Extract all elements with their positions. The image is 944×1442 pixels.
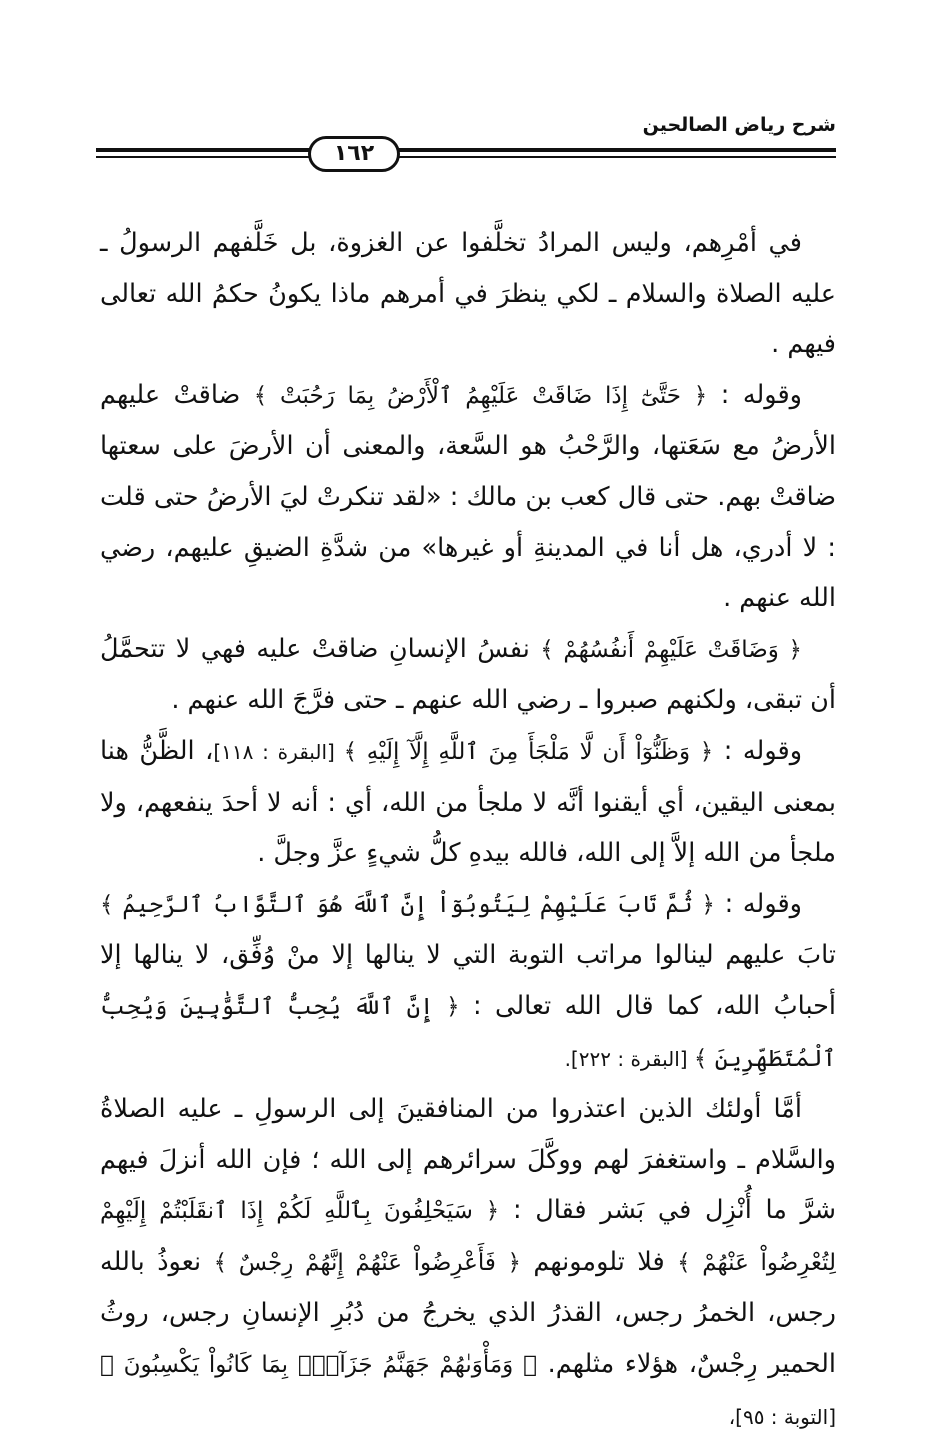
paragraph-6-text: نعوذُ بالله رجس، الخمرُ رجس، القذرُ الذي يخرجُ من دُبُرِ الإنسانِ رجس، روثُ الحمير رِجْسٌ، هؤلاء مثلهم. bbox=[100, 1246, 837, 1380]
book-title: شرح رياض الصالحين bbox=[642, 114, 836, 136]
header-rule-thin bbox=[96, 156, 836, 158]
paragraph-5 bbox=[100, 879, 836, 1084]
quran-verse: ﴿ وَضَاقَتْ عَلَيْهِمْ أَنفُسُهُمْ ﴾ bbox=[540, 636, 803, 663]
quran-verse: ﴿ ثُمَّ تَابَ عَلَيْهِمْ لِيَتُوبُوٓاْ إِنَّ ٱللَّهَ هُوَ ٱلتَّوَّابُ ٱلرَّحِيمُ ﴾ bbox=[100, 891, 715, 918]
paragraph-5-lead: وقوله : bbox=[714, 888, 802, 919]
paragraph-2-text: ضاقتْ عليهم الأرضُ مع سَعَتها، والرَّحْبُ هو السَّعة، والمعنى أن الأرضَ على سعتها ضاقتْ بهم. حتى قال كعب بن مالك : «لقد تنكرتْ ليَ الأرضُ حتى قلت : لا أدري، هل أنا في المدينةِ أو غيرها» من شدَّةِ الضيقِ عليهم، رضي الله عنهم . bbox=[100, 379, 836, 614]
paragraph-2 bbox=[100, 370, 836, 624]
verse-reference: [البقرة : ١١٨] bbox=[213, 739, 344, 764]
quran-verse: ﴿ سَيَحْلِفُونَ بِٱللَّهِ لَكُمْ إِذَا ٱنقَلَبْتُمْ إِلَيْهِمْ لِتُعْرِضُواْ عَنْهُمْ ﴾ bbox=[100, 1198, 836, 1276]
paragraph-6-text: أمَّا أولئك الذين اعتذروا من المنافقينَ إلى الرسولِ ـ عليه الصلاةُ والسَّلام ـ واستغفرَ لهم ووكَّلَ سرائرهم إلى الله ؛ فإن الله أنزلَ فيهم شرَّ ما أُنْزِل في بَشر فقال : bbox=[100, 1094, 836, 1226]
quran-verse: ﴿ وَمَأْوَىٰهُمْ جَهَنَّمُ جَزَآءًۢ بِمَا كَانُواْ يَكْسِبُونَ ﴾ bbox=[100, 1352, 537, 1379]
verse-reference: [البقرة : ٢٢٢]. bbox=[564, 1046, 694, 1071]
quran-verse: ﴿ حَتَّىٰٓ إِذَا ضَاقَتْ عَلَيْهِمُ ٱلْأَرْضُ بِمَا رَحُبَتْ ﴾ bbox=[253, 382, 708, 409]
paragraph-6 bbox=[100, 1084, 836, 1442]
paragraph-3 bbox=[100, 624, 836, 726]
paragraph-1-text: في أمْرِهم، وليس المرادُ تخلَّفوا عن الغزوة، بل خَلَّفهم الرسولُ ـ عليه الصلاة والسلام ـ لكي ينظرَ في أمرهم ماذا يكونُ حكمُ الله تعالى فيهم . bbox=[100, 228, 836, 360]
paragraph-4-lead: وقوله : bbox=[713, 735, 803, 766]
paragraph-5-text: تابَ عليهم لينالوا مراتب التوبة التي لا ينالها إلا منْ وُفِّق، لا ينالها إلا أحبابُ الله، كما قال الله تعالى : bbox=[100, 940, 836, 1021]
verse-reference: [التوبة : ٩٥]، bbox=[728, 1404, 836, 1429]
paragraph-3-text: نفسُ الإنسانِ ضاقتْ عليه فهي لا تتحمَّلُ أن تبقى، ولكنهم صبروا ـ رضي الله عنهم ـ حتى فرَّجَ الله عنهم . bbox=[100, 633, 836, 716]
paragraph-4-text: ، الظَّنُّ هنا بمعنى اليقين، أي أيقنوا أنَّه لا ملجأ من الله، أي : أنه لا أحدَ ينفعهم، ولا ملجأ من الله إلاَّ إلى الله، فالله بيدهِ كلُّ شيءٍ عزَّ وجلَّ . bbox=[100, 735, 836, 869]
paragraph-4 bbox=[100, 726, 836, 879]
paragraph-6-text: فلا تلومونهم bbox=[520, 1246, 678, 1277]
quran-verse: ﴿ فَأَعْرِضُواْ عَنْهُمْ إِنَّهُمْ رِجْسٌ ﴾ bbox=[213, 1249, 521, 1276]
quran-verse: ﴿ وَظَنُّوٓاْ أَن لَّا مَلْجَأَ مِنَ ٱللَّهِ إِلَّآ إِلَيْهِ ﴾ bbox=[343, 738, 714, 765]
page-header bbox=[96, 108, 836, 178]
paragraph-1 bbox=[100, 218, 836, 370]
quran-verse: ﴿ إِنَّ ٱللَّهَ يُحِبُّ ٱلتَّوَّٰبِينَ وَيُحِبُّ ٱلْمُتَطَهِّرِينَ ﴾ bbox=[100, 993, 836, 1072]
header-rule-thick bbox=[96, 148, 836, 152]
page-number: ١٦٢ bbox=[308, 136, 400, 172]
text-body bbox=[100, 218, 836, 1442]
paragraph-2-lead: وقوله : bbox=[707, 379, 802, 410]
